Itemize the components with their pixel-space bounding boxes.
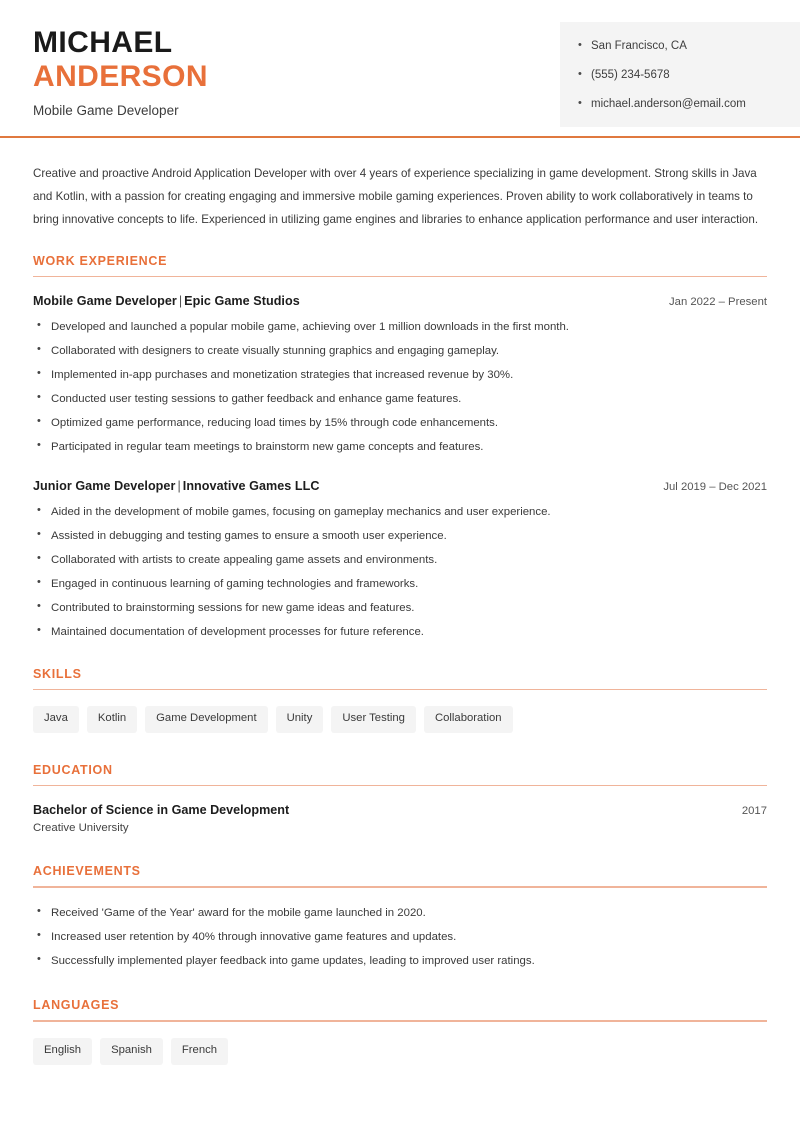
professional-summary: Creative and proactive Android Application Developer with over 4 years of experience specializing in game development. Strong skills in Java and Kotlin, with a passion for creating engaging and immersive mobile gaming experiences. Proven ability to work collaboratively in teams to bring innovative concepts to life. Experienced in utilizing game engines and libraries to enhance application performance and user interaction. [33, 167, 759, 227]
experience-entry-header [33, 479, 767, 493]
header-divider [0, 136, 800, 138]
section-rule [33, 276, 767, 278]
languages-chip-list [33, 1038, 767, 1065]
section-title-work-experience: WORK EXPERIENCE [33, 253, 168, 268]
experience-bullets [33, 504, 767, 641]
bullet-item: • Optimized game performance, reducing load times by 15% through code enhancements. [33, 415, 767, 432]
bullet-item: • Developed and launched a popular mobile game, achieving over 1 million downloads in the first month. [33, 319, 767, 336]
bullet-item: • Conducted user testing sessions to gather feedback and enhance game features. [33, 391, 767, 408]
bullet-item: • Increased user retention by 40% through innovative game features and updates. [33, 929, 767, 946]
bullet-item: • Implemented in-app purchases and monetization strategies that increased revenue by 30%. [33, 367, 767, 384]
section-title-skills: SKILLS [33, 666, 82, 681]
experience-title-line [33, 294, 300, 308]
resume-body [0, 162, 800, 1065]
bullet-item: • Aided in the development of mobile games, focusing on gameplay mechanics and user experience. [33, 504, 767, 521]
skill-chip: Kotlin [87, 706, 137, 733]
section-rule [33, 689, 767, 691]
skill-chip: Unity [276, 706, 324, 733]
bullet-item: • Collaborated with designers to create visually stunning graphics and engaging gameplay. [33, 343, 767, 360]
experience-entry [33, 479, 767, 641]
education-entry-header [33, 803, 767, 817]
skill-chip: Collaboration [424, 706, 513, 733]
bullet-item: • Received 'Game of the Year' award for the mobile game launched in 2020. [33, 905, 767, 922]
job-title: Mobile Game Developer [33, 102, 179, 118]
bullet-item: • Successfully implemented player feedback into game updates, leading to improved user ratings. [33, 953, 767, 970]
experience-entry-header [33, 294, 767, 308]
section-education [33, 763, 767, 835]
education-entry [33, 803, 767, 834]
skill-chip: Game Development [145, 706, 267, 733]
experience-company: Innovative Games LLC [182, 478, 320, 493]
skills-chip-list [33, 706, 767, 733]
section-languages [33, 998, 767, 1064]
experience-title-line [33, 479, 320, 493]
contact-phone: • (555) 234-5678 [578, 69, 784, 83]
experience-date: Jul 2019 – Dec 2021 [663, 480, 767, 493]
section-title-education: EDUCATION [33, 762, 113, 777]
bullet-item: • Participated in regular team meetings to brainstorm new game concepts and features. [33, 439, 767, 456]
language-chip: English [33, 1038, 92, 1065]
header-identity [0, 22, 208, 118]
experience-entry [33, 294, 767, 456]
resume-header [0, 0, 800, 136]
contact-email: • michael.anderson@email.com [578, 98, 784, 112]
experience-bullets [33, 319, 767, 456]
section-skills [33, 667, 767, 733]
contact-list [578, 40, 784, 111]
skill-chip: Java [33, 706, 79, 733]
bullet-item: • Maintained documentation of development processes for future reference. [33, 624, 767, 641]
experience-separator: | [177, 478, 181, 493]
language-chip: French [171, 1038, 228, 1065]
section-achievements [33, 864, 767, 969]
education-school: Creative University [33, 822, 129, 835]
experience-separator: | [178, 294, 183, 309]
section-work-experience [33, 254, 767, 641]
experience-role: Junior Game Developer [33, 478, 176, 493]
experience-company: Epic Game Studios [184, 294, 300, 309]
experience-date: Jan 2022 – Present [669, 296, 767, 309]
bullet-item: • Contributed to brainstorming sessions for new game ideas and features. [33, 600, 767, 617]
section-rule [33, 785, 767, 787]
education-year: 2017 [741, 805, 767, 818]
first-name: MICHAEL [33, 26, 173, 59]
bullet-item: • Engaged in continuous learning of gaming technologies and frameworks. [33, 576, 767, 593]
education-degree: Bachelor of Science in Game Development [33, 803, 290, 818]
bullet-item: • Collaborated with artists to create appealing game assets and environments. [33, 552, 767, 569]
experience-role: Mobile Game Developer [33, 294, 177, 309]
last-name: ANDERSON [33, 59, 208, 93]
language-chip: Spanish [100, 1038, 163, 1065]
bullet-item: • Assisted in debugging and testing games to ensure a smooth user experience. [33, 528, 767, 545]
contact-location: • San Francisco, CA [578, 40, 784, 54]
section-title-languages: LANGUAGES [33, 998, 120, 1013]
section-title-achievements: ACHIEVEMENTS [33, 864, 141, 879]
contact-box [560, 22, 800, 127]
section-rule [33, 886, 767, 888]
section-rule [33, 1020, 767, 1022]
achievements-bullets [33, 905, 767, 970]
skill-chip: User Testing [331, 706, 416, 733]
